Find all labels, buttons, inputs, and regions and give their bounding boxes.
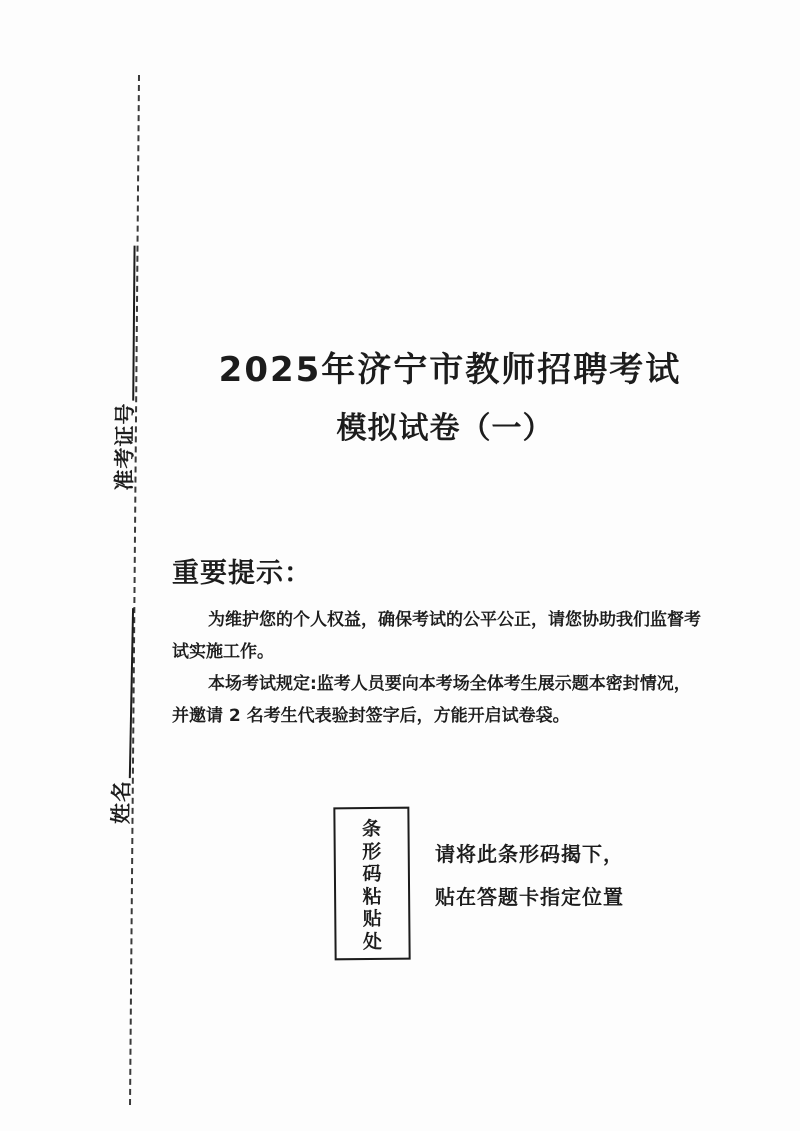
notice-heading: 重要提示： <box>172 558 312 589</box>
name-blank-line <box>129 608 134 778</box>
barcode-paste-box <box>333 807 410 961</box>
barcode-paste-label: 条形码粘贴处 <box>361 817 383 953</box>
barcode-instruction-line2: 贴在答题卡指定位置 <box>435 885 624 909</box>
notice-line: 本场考试规定:监考人员要向本考场全体考生展示题本密封情况， <box>208 674 691 694</box>
notice-line: 为维护您的个人权益，确保考试的公平公正，请您协助我们监督考 <box>208 610 701 630</box>
name-label: 姓名 <box>108 779 134 825</box>
exam-title: 2025年济宁市教师招聘考试 <box>218 350 682 390</box>
admission-number-label: 准考证号 <box>112 402 138 491</box>
barcode-instruction-line1: 请将此条形码揭下， <box>435 842 624 866</box>
notice-line: 试实施工作。 <box>172 642 274 662</box>
notice-line: 并邀请 2 名考生代表验封签字后，方能开启试卷袋。 <box>172 706 570 726</box>
name-field <box>107 608 137 824</box>
seal-perforation-line <box>129 75 140 1105</box>
exam-subtitle: 模拟试卷（一） <box>336 411 554 446</box>
notice-body <box>172 604 701 732</box>
